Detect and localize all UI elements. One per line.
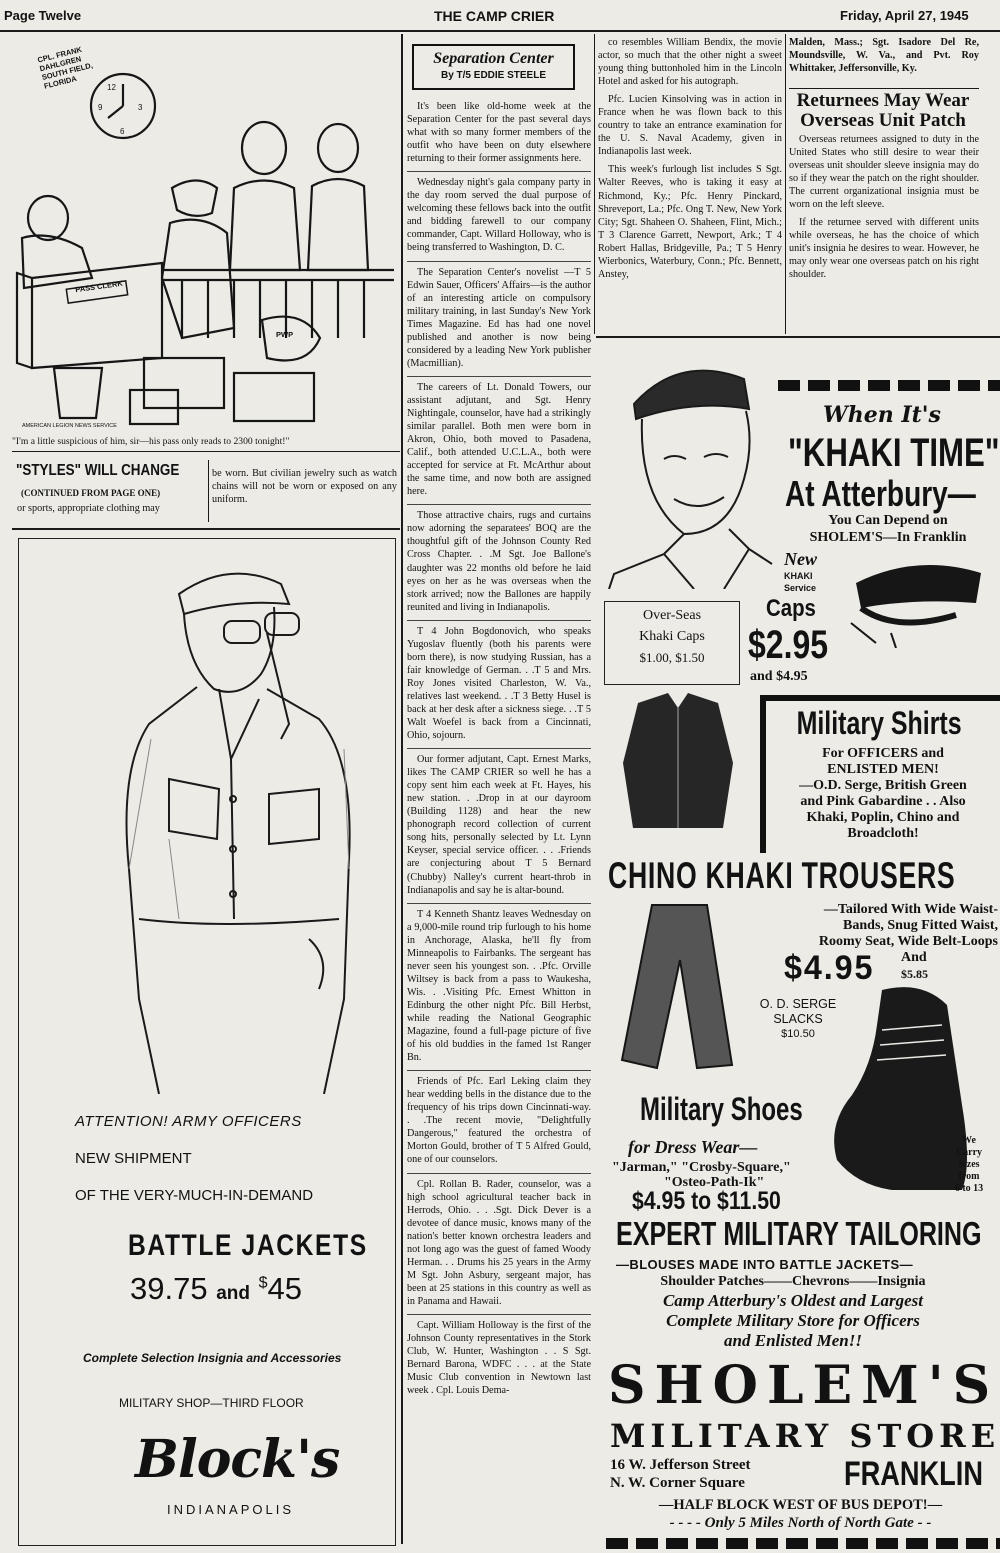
svg-text:6: 6 [120, 127, 125, 136]
headline-rule [789, 88, 979, 89]
overseas-caps-box [604, 601, 740, 685]
overseas-caps-price: $1.00, $1.50 [639, 650, 705, 665]
overseas-caps-line2: Khaki Caps [639, 629, 705, 644]
shoes-sub: for Dress Wear— [628, 1137, 758, 1157]
article-paragraph: It's been like old-home week at the Separation Center for the past several days what with so many former members of the outfit who have been on duty elsewhere returning to their former assignments here. [407, 101, 591, 165]
sizes-2: Carry [955, 1147, 983, 1158]
slacks-line2: SLACKS [773, 1012, 823, 1026]
article-paragraph: Wednesday night's gala company party in the day room served the dual purpose of welcoming these fellows back into the outfit and bidding farewell to our company commander, Capt. Willard Holloway, who is being transferred to Washington, D. C. [407, 171, 591, 254]
shirt-illustration [618, 693, 738, 833]
sholems-name: SHOLEM'S [608, 1355, 1000, 1416]
tailoring-headline: EXPERT MILITARY TAILORING [616, 1215, 982, 1252]
new-word: New [784, 549, 817, 569]
shoes-brands1: "Jarman," "Crosby-Square," [612, 1160, 791, 1175]
article-paragraph: The Separation Center's novelist —T 5 Edwin Sauer, Officers' Affairs—is the author of an interesting article on compulsory military training, in last Sunday's New York Times Magazine. Ed has had one novel published and another is now being considered by a leading New York publisher (Macmillian). [407, 261, 591, 370]
article-paragraph: co resembles William Bendix, the movie actor, so much that the other night a sweet young thing buttonholed him in the Lincoln Hotel and asked for his autograph. [598, 37, 782, 88]
article-paragraph: If the returnee served with different units while overseas, he has the choice of which unit's insignia he desires to wear. However, he may only wear one overseas patch on his right shoulder. [789, 217, 979, 281]
khaki-time: "KHAKI TIME" [788, 431, 1000, 475]
trousers-text-2: Bands, Snug Fitted Waist, [843, 918, 998, 933]
article-paragraph: Our former adjutant, Capt. Ernest Marks, likes The CAMP CRIER so well he has a copy sent him each week at Ft. Hayes, his new station. . .Drop in at our dayroom (Building 1128) and hear the new phonograph record collection of current song hits, personally selected by Lt. Lynn Keyser, special service officer. . . .Friends are conjecturing about T 5 Bernard (Chubby) Nalley's current heart-throb in Indianapolis and say he is altar-bound. [407, 748, 591, 897]
column-rule [785, 34, 786, 334]
cartoon [12, 38, 394, 436]
article-paragraph: Capt. William Holloway is the first of the Johnson County representatives in the Stork Club, W. Hunter, Washington . . S Sgt. Bernard Barona, WDFC . . . at the State Music Club convention in Newtown last week . Cpl. Louis Dema- [407, 1314, 591, 1397]
sizes-block [944, 1135, 994, 1195]
overseas-caps-line1: Over-Seas [642, 608, 702, 623]
oldest-line: Camp Atterbury's Oldest and Largest [662, 1291, 924, 1310]
article-paragraph: This week's furlough list includes S Sgt. Walter Reeves, who is taking it easy at Richmond, Ky.; Pfc. Henry Pinckard, Shreveport, La.; Pfc. Ong T. New, New York City; Sgt. Shaheen O. Shaheen, Flint, Mich.; T 3 Clarence Garrett, Newport, Ark.; T 4 Robert Hallas, Bridgeville, Pa.; T 5 Henry Wierbonics, Waterbury, Conn.; Pfc. Bennett, Anstey, [598, 164, 782, 280]
slacks-price: $10.50 [781, 1028, 815, 1040]
furlough-continued: Malden, Mass.; Sgt. Isadore Del Re, Moundsville, W. Va., and Pvt. Roy Whittaker, Jeffersonville, Ky. [789, 37, 979, 75]
soldier-portrait [604, 349, 774, 589]
section-rule [596, 336, 1000, 338]
at-atterbury: At Atterbury— [785, 473, 976, 514]
separation-byline: By T/5 EDDIE STEELE [440, 70, 547, 81]
article-paragraph: Pfc. Lucien Kinsolving was in action in France when he was flown back to this country to take an entrance examination for the U. S. Naval Academy, given in Indianapolis last week. [598, 94, 782, 158]
shirts-text-3: —O.D. Serge, British Green [799, 778, 967, 793]
sizes-4: from [958, 1171, 980, 1182]
service-word: Service [784, 583, 817, 593]
column-rule [594, 34, 595, 334]
column-rule [208, 460, 209, 522]
caption-rule [12, 451, 400, 452]
caps-word: Caps [766, 595, 816, 622]
sizes-1: We [962, 1135, 976, 1146]
article-paragraph: T 4 Kenneth Shantz leaves Wednesday on a 9,000-mile round trip furlough to his home in Anchorage, Alaska, he'll fly from Minneapolis to Fairbanks. The sergeant has never seen his youngest son. . .Pfc. Orville Wiltsey is back from a pass to Waukesha, Wis. . .Visiting Pfc. Ernest Whitton in Edinburg the other night Pfc. Bill Herbst, while reading the National Geographic Magazine, found a full-page picture of five of his old buddies in the famed 1st Ranger Bn. [407, 903, 591, 1065]
military-store: MILITARY STORE [610, 1417, 1000, 1455]
styles-text-right: be worn. But civilian jewelry such as watch chains will not be worn or exposed on any uniform. [212, 468, 397, 506]
address-line2: N. W. Corner Square [610, 1475, 745, 1491]
cartoon-drawing [12, 38, 394, 436]
when-its: When It's [823, 402, 941, 428]
sholems-ad [598, 345, 1000, 1553]
border-stripe [778, 380, 1000, 391]
styles-text-left: or sports, appropriate clothing may [17, 503, 160, 514]
svg-text:3: 3 [138, 103, 143, 112]
blocks-city: INDIANAPOLIS [167, 1502, 295, 1517]
complete-line: Complete Military Store for Officers [666, 1311, 920, 1330]
article-paragraph: The careers of Lt. Donald Towers, our assistant adjutant, and Sgt. Henry Nightingale, counselor, have had a strikingly similar parallel. Both men were born in Akron, Ohio, both moved to Pasadena, Calif., both attended U.C.L.A., both were accepted for service at Ft. McArthur about the same time, and now both are assigned here. [407, 376, 591, 498]
shoes-brands2: "Osteo-Path-Ik" [664, 1175, 765, 1190]
shoes-headline: Military Shoes [640, 1091, 803, 1127]
separation-headbox [412, 44, 575, 90]
caps-price: $2.95 [748, 623, 829, 667]
page-number: Page Twelve [4, 8, 82, 23]
patches-line: Shoulder Patches——Chevrons——Insignia [660, 1274, 926, 1289]
caps-price2: and $4.95 [750, 669, 808, 684]
cartoon-signature: CPL. FRANK DAHLGREN SOUTH FIELD, FLORIDA [36, 44, 94, 91]
styles-headline: "STYLES" WILL CHANGE [16, 462, 180, 479]
new-shipment-line: NEW SHIPMENT [75, 1150, 192, 1167]
styles-continued: (CONTINUED FROM PAGE ONE) [21, 488, 161, 498]
shirts-text-5: Khaki, Poplin, Chino and [806, 810, 960, 825]
only5-line: - - - - Only 5 Miles North of North Gate - - [669, 1515, 932, 1531]
cartoon-bag-label: PWP [276, 330, 294, 339]
khaki-word: KHAKI [784, 571, 813, 581]
trousers-price: $4.95 [784, 949, 875, 987]
price-b: 45 [267, 1271, 302, 1306]
issue-date: Friday, April 27, 1945 [840, 8, 969, 23]
trousers-and: And [901, 950, 927, 965]
trousers-text [753, 902, 998, 950]
trousers-text-3: Roomy Seat, Wide Belt-Loops [818, 934, 998, 949]
blocks-ad [18, 538, 396, 1546]
cartoon-caption: "I'm a little suspicious of him, sir—his pass only reads to 2300 tonight!" [12, 436, 290, 447]
franklin: FRANKLIN [844, 1455, 984, 1493]
article-paragraph: Those attractive chairs, rugs and curtains now adorning the separatees' BOQ are the thoughtful gift of the Johnson County Red Cross Chapter. . .M Sgt. Joe Ballone's daughter was 22 months old before he laid eyes on her as he was overseas when the stork arrived; now the Ballones are happily reunited and living in Indianapolis. [407, 504, 591, 613]
price-dollar: $ [258, 1274, 268, 1292]
separation-headline: Separation Center [433, 50, 554, 67]
trousers-price2: $5.85 [901, 967, 928, 981]
article-paragraph: Friends of Pfc. Earl Leking claim they hear wedding bells in the distance due to the frequency of his trips down Cincinnati-way. . .The recent movie, "Delightfully Dangerous," featured the orchestra of Morton Gould, brother of T 5 Alfred Gould, one of our counselors. [407, 1070, 591, 1166]
returnees-article [789, 133, 979, 329]
article-paragraph: T 4 John Bogdonovich, who speaks Yugoslav fluently (both his parents were born there), is now studying Russian, has a fair knowledge of German. . .T 5 and Mrs. Roy Jones visited Charleston, W. Va., relatives last weekend. . .T 3 Betty Husel is back at her desk after a sickness siege. . .T 5 Walt Woefel is back from a Cincinnati, Ohio, sojourn. [407, 620, 591, 742]
masthead-rule [0, 30, 1000, 32]
trousers-headline: CHINO KHAKI TROUSERS [608, 855, 956, 896]
shirts-text-4: and Pink Gabardine . . Also [800, 794, 966, 809]
cartoon-sign: PASS CLERK [74, 278, 124, 295]
border-stripe [606, 1538, 1000, 1549]
section-rule [12, 528, 400, 530]
blouses-line: —BLOUSES MADE INTO BATTLE JACKETS— [616, 1257, 913, 1272]
sizes-5: 6 to 13 [954, 1183, 984, 1194]
sizes-3: Sizes [958, 1159, 980, 1170]
returnees-headline: Returnees May Wear Overseas Unit Patch [796, 90, 970, 131]
shirts-box [760, 695, 1000, 853]
half-block-line: —HALF BLOCK WEST OF BUS DEPOT!— [658, 1497, 943, 1513]
article-paragraph: Cpl. Rollan B. Rader, counselor, was a high school agricultural teacher back in Herrods, Ohio. . . .Sgt. Dick Dever is a devotee of dance music, knows many of the nation's better known orchestra leaders and not long ago was the guest of famed Woody Herman. . . Drums his 25 years in the Army M Sgt. John Asbury, sergeant major, has been at 25 stations in this country as well as in Panama and Hawaii. [407, 1173, 591, 1308]
separation-article [407, 100, 591, 1545]
battle-jackets-price [130, 1271, 302, 1307]
shoes-price: $4.95 to $11.50 [632, 1187, 781, 1215]
price-a: 39.75 [130, 1271, 208, 1306]
svg-text:12: 12 [107, 83, 116, 92]
address-line1: 16 W. Jefferson Street [610, 1457, 751, 1473]
cartoon-credit: AMERICAN LEGION NEWS SERVICE [22, 423, 117, 429]
separation-continued [598, 36, 782, 332]
depend-line2: SHOLEM'S—In Franklin [809, 530, 967, 545]
trousers-text-1: —Tailored With Wide Waist- [823, 902, 998, 917]
svg-text:9: 9 [98, 103, 103, 112]
blocks-logo: Block's [135, 1429, 340, 1490]
attention-line: ATTENTION! ARMY OFFICERS [75, 1113, 302, 1130]
slacks-line1: O. D. SERGE [759, 997, 837, 1011]
price-and: and [216, 1283, 250, 1304]
shirts-text-1: For OFFICERS and [822, 746, 944, 761]
demand-line: OF THE VERY-MUCH-IN-DEMAND [75, 1187, 314, 1204]
depend-line1: You Can Depend on [828, 513, 948, 528]
trousers-illustration [612, 900, 742, 1070]
shop-line: MILITARY SHOP—THIRD FLOOR [119, 1396, 304, 1410]
shirts-text-6: Broadcloth! [847, 826, 919, 841]
enlisted-line: and Enlisted Men!! [724, 1331, 862, 1350]
service-cap-illustration [836, 553, 986, 648]
shirts-headline: Military Shirts [796, 705, 962, 741]
selection-line: Complete Selection Insignia and Accessories [83, 1351, 342, 1365]
article-paragraph: Overseas returnees assigned to duty in the United States who still desire to wear their overseas unit shoulder sleeve insignia may do so if they wear the patch on the right shoulder. The current organizational insignia must be worn on the left sleeve. [789, 134, 979, 211]
officer-illustration [19, 539, 394, 1094]
shirts-text-2: ENLISTED MEN! [827, 762, 939, 777]
newspaper-title: THE CAMP CRIER [434, 8, 555, 24]
battle-jackets-title: BATTLE JACKETS [128, 1229, 368, 1262]
column-rule [401, 34, 403, 1544]
